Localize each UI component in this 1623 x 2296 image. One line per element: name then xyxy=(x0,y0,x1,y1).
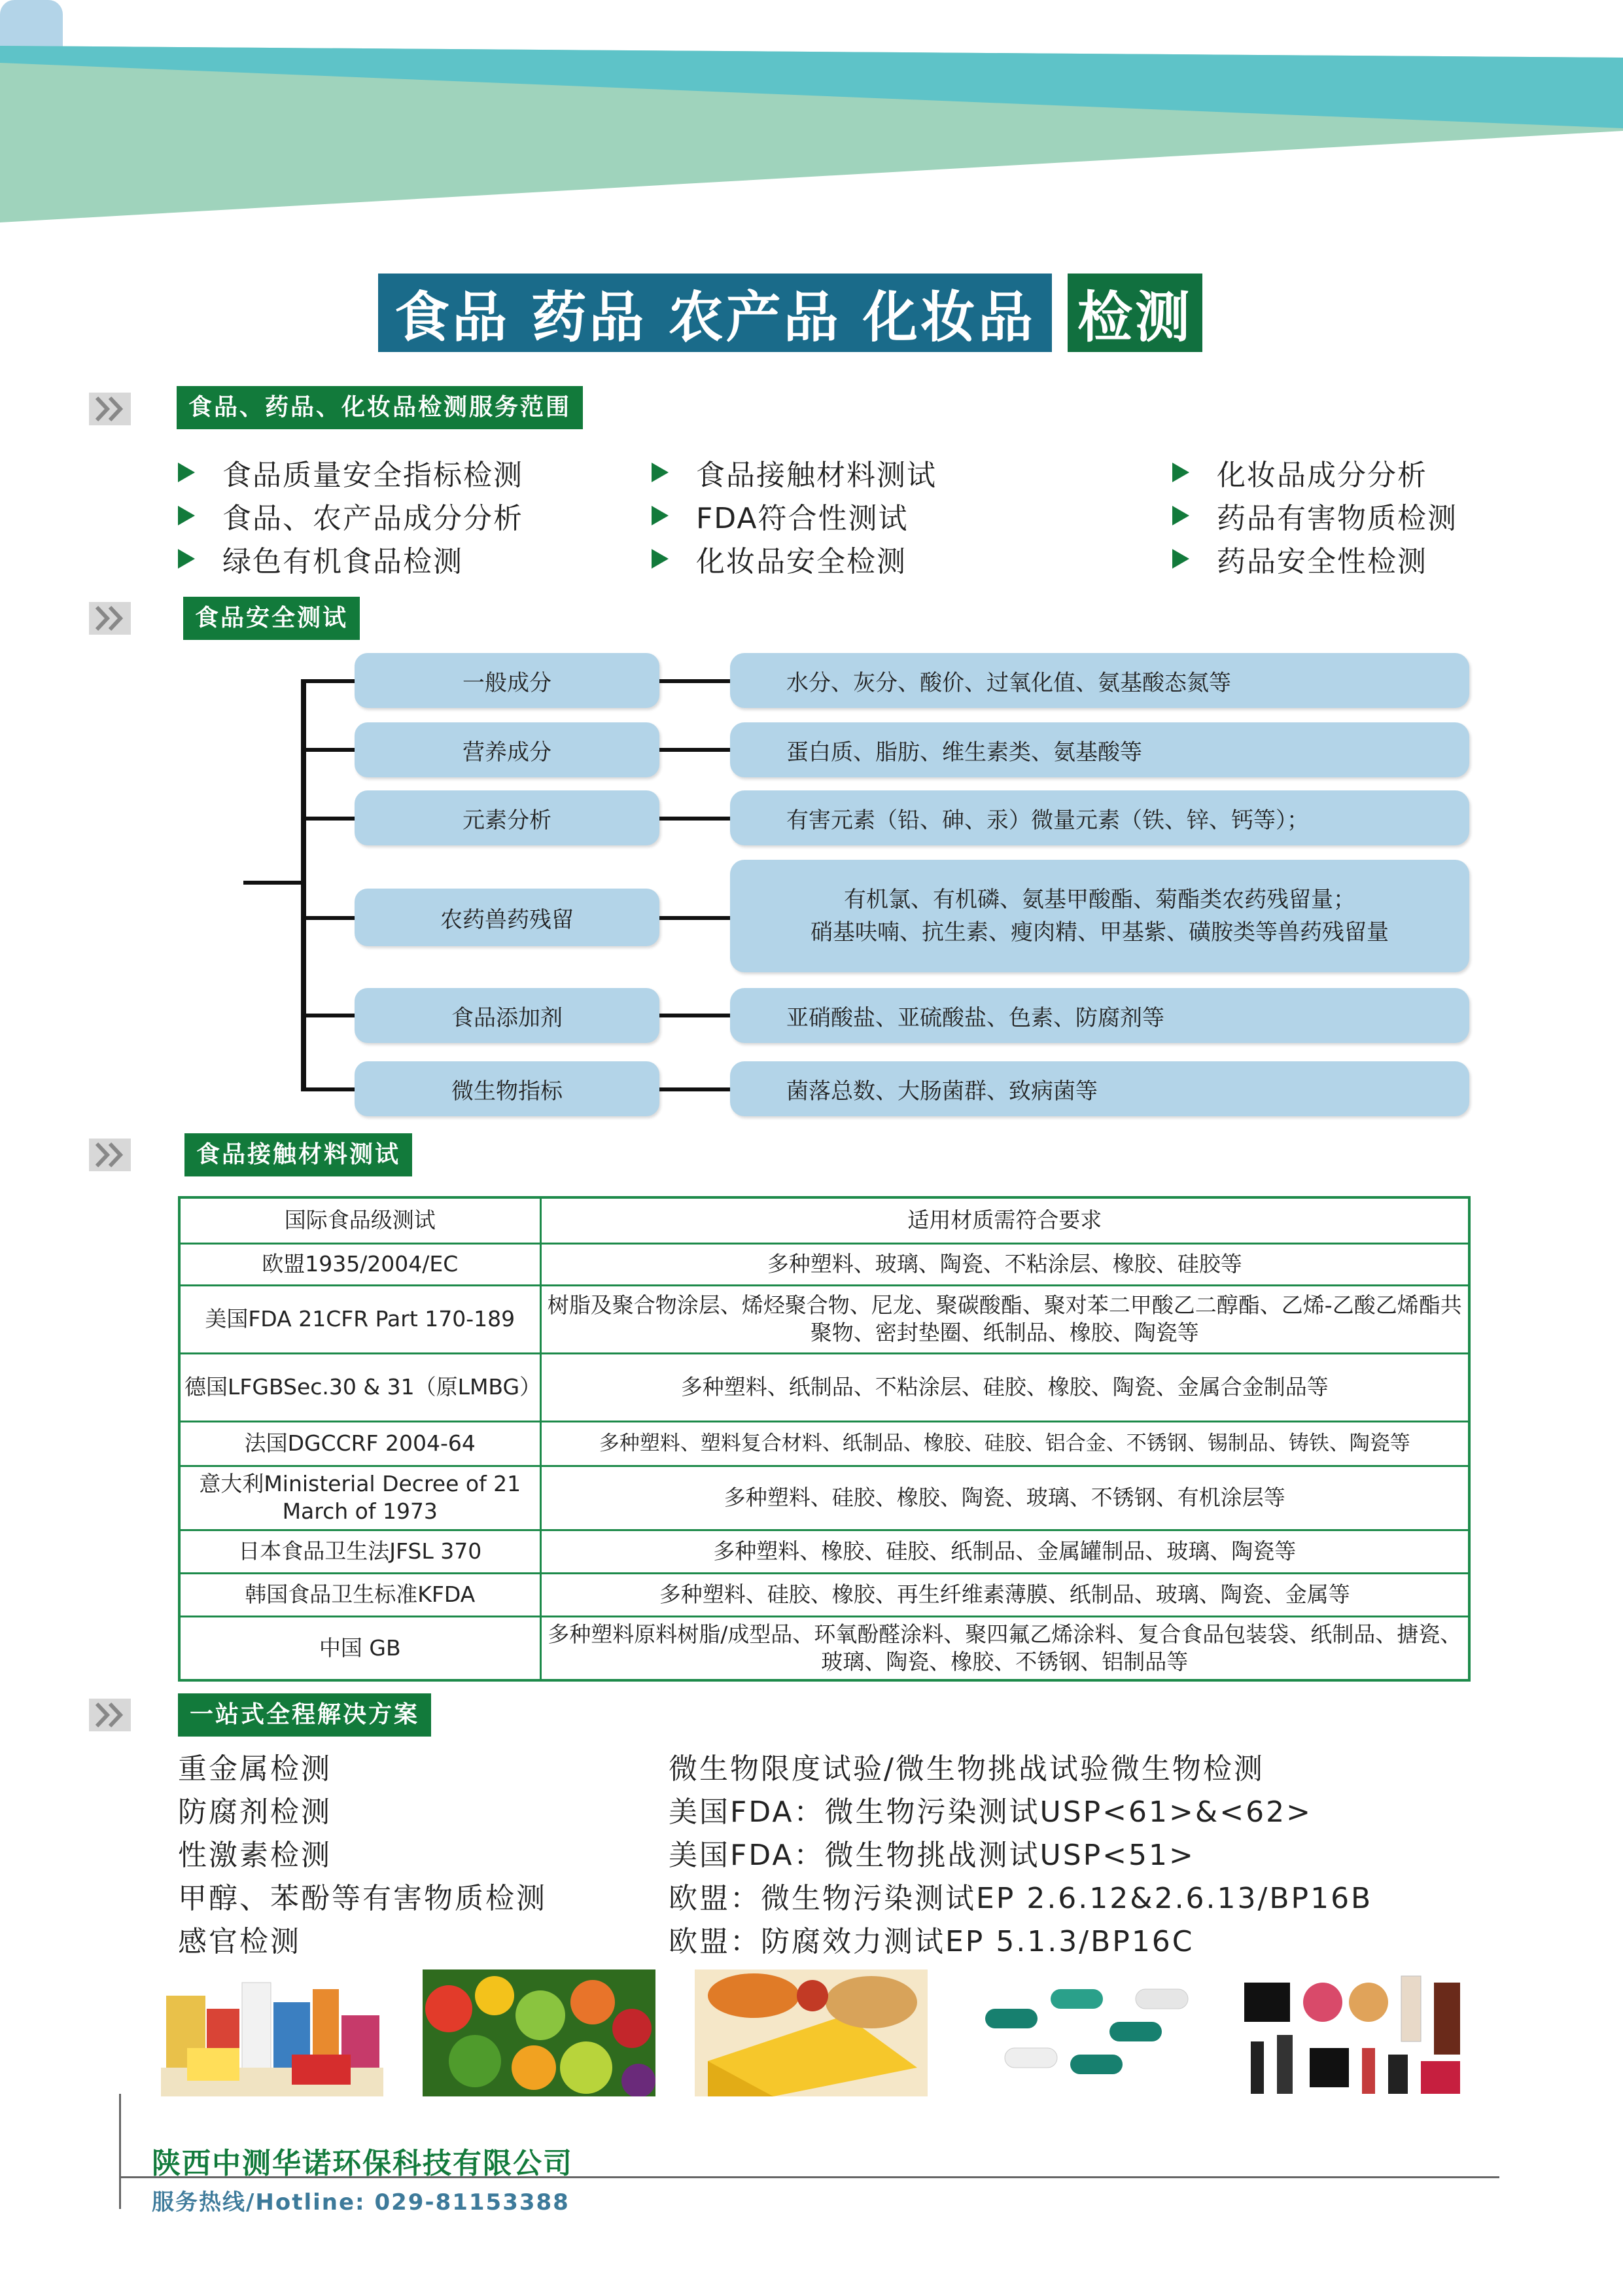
header-band xyxy=(0,0,1623,222)
table-cell-standard: 德国LFGBSec.30 & 31（原LMBG） xyxy=(179,1353,540,1421)
triangle-bullet-icon xyxy=(178,463,195,482)
table-cell-materials: 多种塑料、纸制品、不粘涂层、硅胶、橡胶、陶瓷、金属合金制品等 xyxy=(540,1353,1469,1421)
scope-item-label: 食品质量安全指标检测 xyxy=(222,459,523,492)
page-title-accent: 检测 xyxy=(1068,274,1202,352)
tree-desc-line: 有害元素（铅、砷、汞）微量元素（铁、锌、钙等）； xyxy=(786,807,1309,834)
tree-connector xyxy=(659,1087,731,1091)
scope-item xyxy=(1172,538,1427,580)
triangle-bullet-icon xyxy=(1172,463,1189,482)
triangle-bullet-icon xyxy=(1172,506,1189,525)
tree-desc-line: 菌落总数、大肠菌群、致病菌等 xyxy=(786,1078,1098,1104)
photo-fruit-vegetables xyxy=(423,1969,655,2096)
tree-desc-line: 硝基呋喃、抗生素、瘦肉精、甲基紫、磺胺类等兽药残留量 xyxy=(811,919,1389,945)
tree-desc-general xyxy=(730,653,1469,708)
scope-item xyxy=(1172,495,1457,537)
scope-item xyxy=(652,495,909,537)
scope-item-label: 食品接触材料测试 xyxy=(696,459,937,492)
table-cell-materials: 多种塑料、玻璃、陶瓷、不粘涂层、橡胶、硅胶等 xyxy=(540,1243,1469,1285)
scope-item xyxy=(178,451,523,493)
contact-material-table xyxy=(178,1196,1471,1682)
table-header-row xyxy=(179,1197,1469,1243)
double-chevron-icon xyxy=(89,602,131,635)
table-cell-standard: 日本食品卫生法JFSL 370 xyxy=(179,1530,540,1573)
tree-connector xyxy=(301,916,357,920)
scope-item-label: 药品安全性检测 xyxy=(1217,545,1427,578)
table-cell-standard: 美国FDA 21CFR Part 170-189 xyxy=(179,1285,540,1353)
section-heading-safety: 食品安全测试 xyxy=(183,597,360,640)
double-chevron-icon xyxy=(89,393,131,425)
tree-node-nutrition: 营养成分 xyxy=(355,722,659,777)
triangle-bullet-icon xyxy=(652,463,669,482)
tree-connector xyxy=(659,916,731,920)
tree-connector xyxy=(301,1014,357,1017)
scope-item xyxy=(178,495,523,537)
hotline: 服务热线/Hotline: 029-81153388 xyxy=(152,2189,570,2216)
table-header-cell: 适用材质需符合要求 xyxy=(540,1197,1469,1243)
double-chevron-icon xyxy=(89,1699,131,1731)
tree-desc-elements xyxy=(730,790,1469,845)
tree-desc-additives xyxy=(730,988,1469,1043)
section-heading-scope: 食品、药品、化妆品检测服务范围 xyxy=(177,386,583,429)
onestop-item: 美国FDA：微生物污染测试USP<61>&<62> xyxy=(669,1795,1312,1829)
tree-connector xyxy=(659,748,731,752)
table-row xyxy=(179,1573,1469,1616)
onestop-item: 微生物限度试验/微生物挑战试验微生物检测 xyxy=(669,1752,1265,1786)
tree-node-additives: 食品添加剂 xyxy=(355,988,659,1043)
table-cell-materials: 多种塑料、橡胶、硅胶、纸制品、金属罐制品、玻璃、陶瓷等 xyxy=(540,1530,1469,1573)
table-row xyxy=(179,1353,1469,1421)
tree-trunk xyxy=(301,679,306,1091)
table-cell-standard: 欧盟1935/2004/EC xyxy=(179,1243,540,1285)
table-header-cell: 国际食品级测试 xyxy=(179,1197,540,1243)
scope-item xyxy=(178,538,463,580)
footer-vertical-rule xyxy=(119,2094,121,2209)
table-row xyxy=(179,1530,1469,1573)
tree-connector xyxy=(301,817,357,821)
table-cell-standard: 中国 GB xyxy=(179,1616,540,1680)
onestop-item: 感官检测 xyxy=(178,1925,301,1958)
scope-item-label: FDA符合性测试 xyxy=(696,502,909,535)
table-cell-materials: 多种塑料、塑料复合材料、纸制品、橡胶、硅胶、铝合金、不锈钢、锡制品、铸铁、陶瓷等 xyxy=(540,1421,1469,1466)
table-row xyxy=(179,1285,1469,1353)
tree-connector xyxy=(659,1014,731,1017)
scope-item-label: 食品、农产品成分分析 xyxy=(222,502,523,535)
onestop-item: 甲醇、苯酚等有害物质检测 xyxy=(178,1882,547,1915)
tree-node-residue: 农药兽药残留 xyxy=(355,889,659,946)
onestop-item: 欧盟：微生物污染测试EP 2.6.12&2.6.13/BP16B xyxy=(669,1882,1373,1915)
scope-item xyxy=(652,538,907,580)
table-row xyxy=(179,1466,1469,1530)
onestop-item: 性激素检测 xyxy=(178,1839,332,1872)
table-cell-materials: 多种塑料、硅胶、橡胶、陶瓷、玻璃、不锈钢、有机涂层等 xyxy=(540,1466,1469,1530)
photo-cosmetics xyxy=(1238,1969,1471,2096)
table-cell-standard: 法国DGCCRF 2004-64 xyxy=(179,1421,540,1466)
table-cell-materials: 树脂及聚合物涂层、烯烃聚合物、尼龙、聚碳酸酯、聚对苯二甲酸乙二醇酯、乙烯-乙酸乙烯酯共聚物、密封垫圈、纸制品、橡胶、陶瓷等 xyxy=(540,1285,1469,1353)
scope-item xyxy=(1172,451,1427,493)
scope-item-label: 绿色有机食品检测 xyxy=(222,545,463,578)
table-cell-materials: 多种塑料原料树脂/成型品、环氧酚醛涂料、聚四氟乙烯涂料、复合食品包装袋、纸制品、搪瓷、玻璃、陶瓷、橡胶、不锈钢、铝制品等 xyxy=(540,1616,1469,1680)
table-row xyxy=(179,1243,1469,1285)
triangle-bullet-icon xyxy=(652,549,669,569)
onestop-item: 重金属检测 xyxy=(178,1752,332,1786)
triangle-bullet-icon xyxy=(1172,549,1189,569)
table-cell-standard: 意大利Ministerial Decree of 21 March of 1973 xyxy=(179,1466,540,1530)
photo-packaged-food xyxy=(161,1969,383,2096)
tree-desc-line: 水分、灰分、酸价、过氧化值、氨基酸态氮等 xyxy=(786,669,1231,696)
photo-capsules xyxy=(966,1969,1198,2096)
tree-desc-line: 亚硝酸盐、亚硫酸盐、色素、防腐剂等 xyxy=(786,1004,1164,1031)
section-heading-contact: 食品接触材料测试 xyxy=(184,1133,412,1176)
tree-node-elements: 元素分析 xyxy=(355,790,659,845)
triangle-bullet-icon xyxy=(178,506,195,525)
tree-connector xyxy=(301,748,357,752)
tree-desc-line: 蛋白质、脂肪、维生素类、氨基酸等 xyxy=(786,739,1142,766)
triangle-bullet-icon xyxy=(178,549,195,569)
table-cell-materials: 多种塑料、硅胶、橡胶、再生纤维素薄膜、纸制品、玻璃、陶瓷、金属等 xyxy=(540,1573,1469,1616)
scope-item-label: 药品有害物质检测 xyxy=(1217,502,1457,535)
onestop-item: 美国FDA：微生物挑战测试USP<51> xyxy=(669,1839,1195,1872)
tree-desc-line: 有机氯、有机磷、氨基甲酸酯、菊酯类农药残留量； xyxy=(844,887,1355,913)
tree-connector xyxy=(243,881,305,885)
scope-item-label: 化妆品成分分析 xyxy=(1217,459,1427,492)
table-cell-standard: 韩国食品卫生标准KFDA xyxy=(179,1573,540,1616)
company-name: 陕西中测华诺环保科技有限公司 xyxy=(152,2147,573,2180)
tree-desc-residue xyxy=(730,860,1469,972)
tree-desc-nutrition xyxy=(730,722,1469,777)
table-row xyxy=(179,1616,1469,1680)
scope-item-label: 化妆品安全检测 xyxy=(696,545,907,578)
tree-connector xyxy=(301,1087,357,1091)
section-heading-onestop: 一站式全程解决方案 xyxy=(178,1693,431,1737)
tree-node-general: 一般成分 xyxy=(355,653,659,708)
double-chevron-icon xyxy=(89,1139,131,1171)
tree-desc-microbes xyxy=(730,1061,1469,1116)
tree-connector xyxy=(301,679,357,683)
onestop-item: 防腐剂检测 xyxy=(178,1795,332,1829)
page-title: 食品 药品 农产品 化妆品 xyxy=(378,274,1052,352)
tree-node-microbes: 微生物指标 xyxy=(355,1061,659,1116)
onestop-item: 欧盟：防腐效力测试EP 5.1.3/BP16C xyxy=(669,1925,1195,1958)
photo-cheese-bread xyxy=(695,1969,928,2096)
scope-item xyxy=(652,451,937,493)
triangle-bullet-icon xyxy=(652,506,669,525)
table-row xyxy=(179,1421,1469,1466)
tree-connector xyxy=(659,679,731,683)
tree-connector xyxy=(659,817,731,821)
